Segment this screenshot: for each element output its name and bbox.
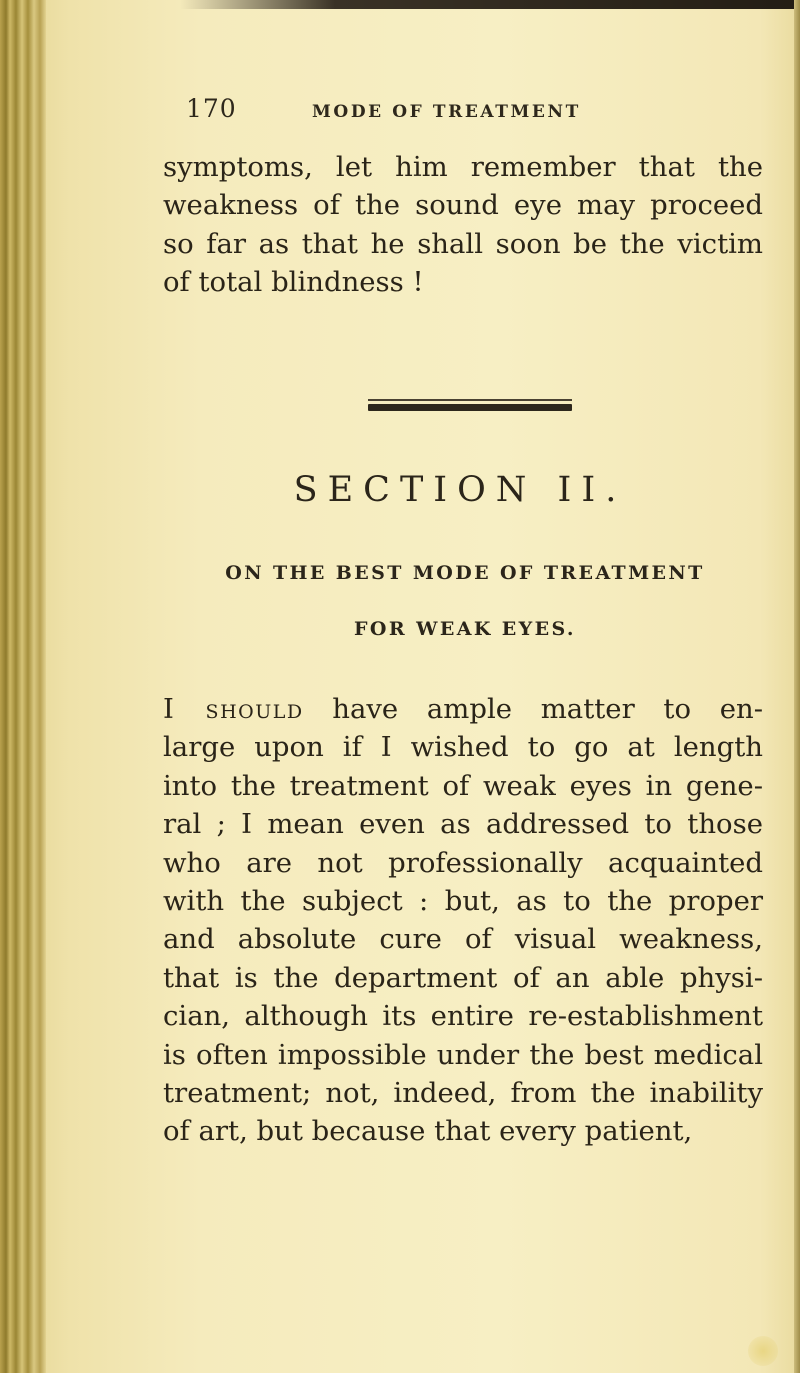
text-line: symptoms, let him remember that the [163, 151, 763, 183]
page-header [186, 94, 746, 134]
page-top-shadow [180, 0, 800, 9]
first-line-rest: have ample matter to en- [303, 693, 763, 725]
text-line: large upon if I wished to go at length [163, 731, 763, 764]
paper-stain [748, 1336, 778, 1366]
text-line: of art, but because that every patient, [163, 1115, 693, 1148]
text-line: and absolute cure of visual weakness, [163, 923, 763, 956]
page-number: 170 [186, 94, 237, 123]
text-line: is often impossible under the best medical [163, 1038, 763, 1071]
text-line: that is the department of an able physi- [163, 961, 763, 994]
text-line: with the subject : but, as to the proper [163, 885, 763, 918]
text-line: so far as that he shall soon be the victim [163, 227, 763, 260]
book-gutter [0, 0, 46, 1373]
text-line-first [163, 690, 763, 728]
text-line: of total blindness ! [163, 266, 424, 299]
text-line: treatment; not, indeed, from the inability [163, 1077, 763, 1110]
text-line: who are not professionally acquainted [163, 846, 763, 879]
section-subtitle-line-1: ON THE BEST MODE OF TREATMENT [225, 562, 705, 584]
page-right-edge [794, 0, 800, 1373]
paragraph-1 [163, 148, 763, 302]
opening-word: I should [163, 693, 304, 725]
text-line: ral ; I mean even as addressed to those [163, 808, 763, 841]
running-head: MODE OF TREATMENT [312, 102, 581, 122]
section-subtitle-line-2: FOR WEAK EYES. [354, 618, 576, 640]
text-line: into the treatment of weak eyes in gene- [163, 769, 763, 802]
text-line: cian, although its entire re-establishment [163, 1000, 763, 1033]
paragraph-2 [163, 690, 763, 1151]
section-divider-rule [368, 404, 572, 411]
section-heading: SECTION II. [293, 470, 627, 510]
text-line: weakness of the sound eye may proceed [163, 189, 763, 222]
